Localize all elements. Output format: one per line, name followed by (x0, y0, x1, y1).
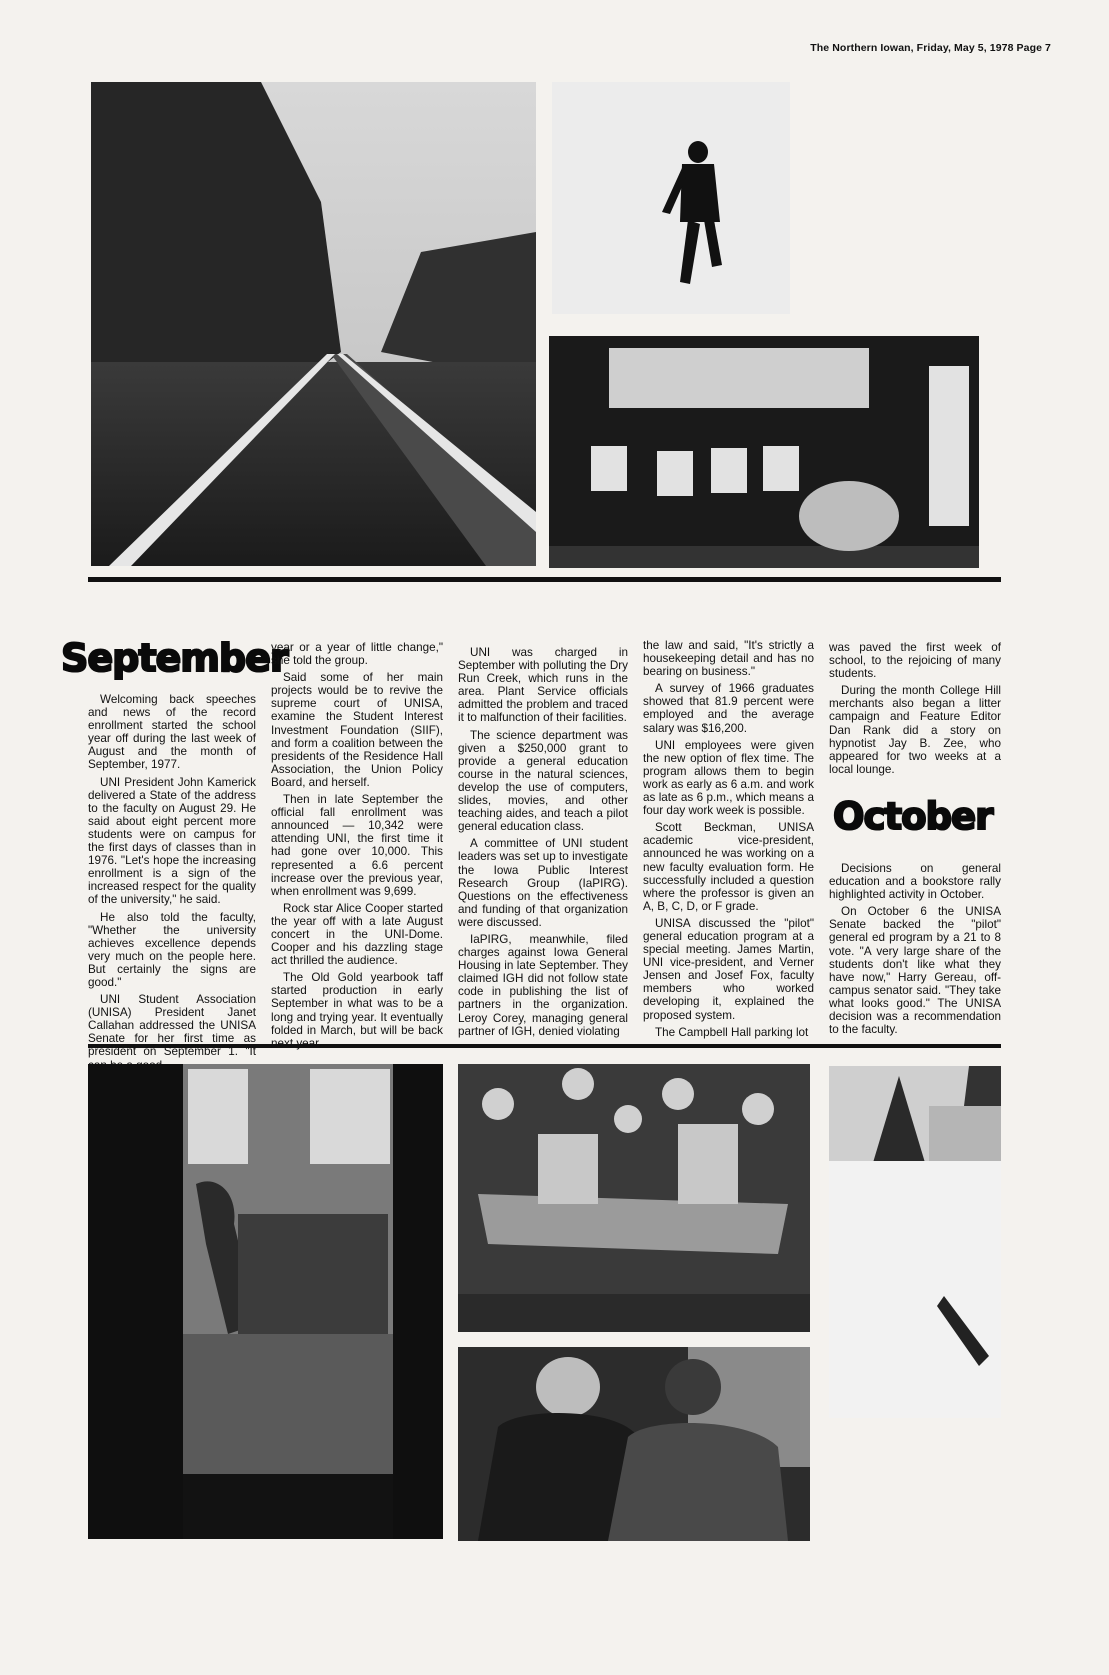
two-people-illustration (458, 1347, 810, 1541)
paragraph: UNI Student Association (UNISA) President Janet Callahan addressed the UNISA Senate for her first time as president on September 1. "It (88, 993, 256, 1059)
paragraph: During the month College Hill merchants also began a litter campaign and Feature Editor Dan Rank did a story on hypnotist Jay B. Zee, who appeared for two weeks at a local lounge. (829, 684, 1001, 776)
stage-performance-illustration (549, 336, 979, 568)
paragraph: The Campbell Hall parking lot (655, 1025, 809, 1039)
snowy-campus-photo (829, 1066, 1001, 1418)
classroom-reader-photo (88, 1064, 443, 1539)
railroad-tracks-photo (91, 82, 536, 566)
paragraph: Said some of her main projects would be to revive the supreme court of UNISA, examine the Student Interest Investment Foundation (SIIF), and form a coalition between the presidents of the Residence Hall Association, the Union Policy Board, and herself. (271, 671, 443, 789)
paragraph: A committee of UNI student leaders was set up to investigate the Iowa Public Interest Research Group (IaPIRG). Questions on the effectiveness and funding of that organization were discussed. (458, 837, 628, 929)
paragraph: Scott Beckman, UNISA academic vice-president, announced he was working on a new faculty evaluation form. He successfully included a question where the professor is given an A, B, C, D, or F grade. (643, 821, 814, 913)
crowd-costumes-photo (458, 1064, 810, 1332)
article-column-5-october (829, 862, 1001, 1040)
september-heading: September (61, 636, 288, 680)
top-divider-rule (88, 577, 1001, 582)
paragraph: year or a year of little change," she told the group. (271, 641, 443, 668)
paragraph: The science department was given a $250,000 grant to provide a general education course in the natural sciences, develop the use of computers, slides, movies, and other teaching aides, and teach a pilot general education class. (458, 728, 628, 834)
paragraph: UNI employees were given the new option of flex time. The program allows them to begin work as early as 6 a.m. and work as late as 6 p.m., which means a four day work week is possible. (643, 738, 814, 818)
paragraph: A survey of 1966 graduates showed that 81.9 percent were employed and the average salary was $16,200. (643, 682, 814, 735)
paragraph: IaPIRG, meanwhile, filed charges against Iowa General Housing in late September. They claimed IGH did not follow state code in publishing the list of partners in the organization. Leroy Corey, managing general partner of IGH, denied violating (458, 932, 628, 1038)
paragraph: Welcoming back speeches and news of the record enrollment started the school year off during the last week of August and the month of September, 1977. (88, 693, 256, 772)
october-heading: October (833, 795, 993, 838)
paragraph: He also told the faculty, "Whether the university achieves excellence depends very much on the people here. But certainly the signs are good." (88, 910, 256, 989)
paragraph: UNI was charged in September with polluting the Dry Run Creek, which runs in the area. Plant Service officials admitted the problem and traced it to malfunction of their facilities. (458, 646, 628, 725)
paragraph: Then in late September the official fall enrollment was announced — 10,342 were attending UNI, the first time it had gone over 10,000. This represented a 6.6 percent increase over the previous year, when enrollment was 9,699. (271, 793, 443, 898)
paragraph: UNI President John Kamerick delivered a State of the address to the faculty on August 29. He said about eight percent more students were on campus for the first days of classes than in 1976. "Let's hope the increasing enrollment is a sign of the increased respect for the quality of the university," he said. (88, 775, 256, 907)
masthead: The Northern Iowan, Friday, May 5, 1978 Page 7 (810, 42, 1051, 54)
article-column-3 (458, 646, 628, 1042)
article-column-5-september (829, 641, 1001, 780)
snow-walker-photo (552, 82, 790, 314)
paragraph: The Old Gold yearbook taff started production in early September in what was to be a long and trying year. It eventually folded in March, but will be back next year. (271, 971, 443, 1050)
railroad-tracks-illustration (91, 82, 536, 566)
classroom-reader-illustration (88, 1064, 443, 1539)
snowy-campus-illustration (829, 1066, 1001, 1418)
paragraph: Decisions on general education and a bookstore rally highlighted activity in October. (829, 862, 1001, 902)
two-people-photo (458, 1347, 810, 1541)
paragraph: Rock star Alice Cooper started the year off with a late August concert in the UNI-Dome. Cooper and his dazzling stage act thrilled the audience. (271, 901, 443, 968)
stage-performance-photo (549, 336, 979, 568)
paragraph: was paved the first week of school, to the rejoicing of many students. (829, 641, 1001, 681)
paragraph: On October 6 the UNISA Senate backed the "pilot" general ed program by a 21 to 8 vote. "A very large share of the students don't like what they have now," Harry Gereau, off-campus senator said. "They take what looks good." The UNISA decision was a recommendation to the faculty. (829, 905, 1001, 1037)
snow-walker-illustration (552, 82, 790, 314)
paragraph: the law and said, "It's strictly a housekeeping detail and has no bearing on business." (643, 639, 814, 679)
paragraph: UNISA discussed the "pilot" general education program at a special meeting. James Martin, UNI vice-president, and Verner Jensen and Josef Fox, faculty members who worked developing it, explained the proposed system. (643, 916, 814, 1022)
article-column-1 (88, 693, 256, 1076)
article-column-2 (271, 641, 443, 1054)
crowd-costumes-illustration (458, 1064, 810, 1332)
article-column-4 (643, 639, 814, 1043)
